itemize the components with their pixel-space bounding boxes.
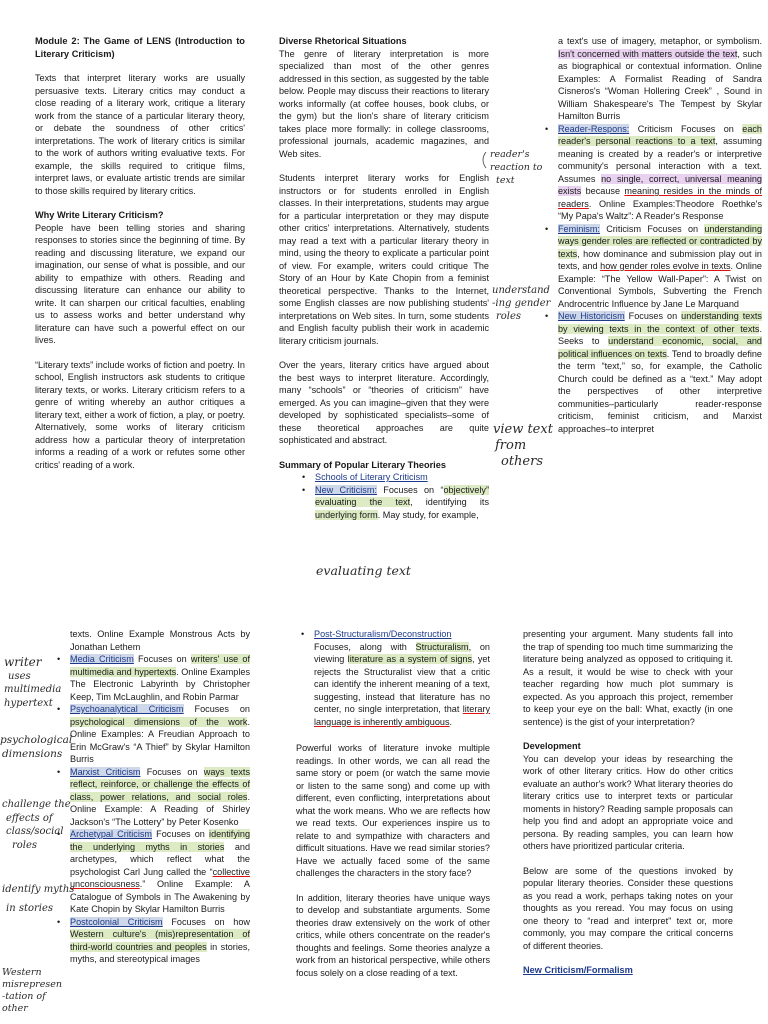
new-criticism-heading-link[interactable]: New Criticism/Formalism: [523, 965, 633, 975]
psychoanalytical-link[interactable]: Psychoanalytical Criticism: [70, 704, 184, 714]
questions-paragraph: Below are some of the questions invoked by popular literary theories. Consider these questions as you read a work, perhaps taking notes on your thoughts as you reread. You may focus on using one theory to “read and interpret” text or, more commonly, you may compare the critical concerns of different theories.: [523, 865, 733, 951]
text-span: Focuses on: [152, 829, 210, 839]
list-item: [70, 916, 250, 966]
highlight: each reader's personal reactions to a text: [558, 123, 762, 146]
highlight: Western culture's (mis)representation of third-world countries and peoples: [70, 929, 250, 952]
handwritten-note-writer-uses: [4, 656, 61, 710]
note-line: challenge the: [2, 799, 71, 810]
text-span: . May study, for example,: [377, 509, 479, 520]
new-historicism-link[interactable]: New Historicism: [558, 311, 625, 321]
text-span: . Online Examples:Theodore Roethke's “My Papa's Waltz”: A Reader's Response: [558, 198, 762, 221]
note-line: others: [501, 454, 544, 469]
column-5: [296, 628, 490, 991]
text-span: Criticism Focuses on: [599, 223, 705, 234]
note-line: hypertext: [4, 697, 53, 709]
list-item: [558, 223, 762, 311]
summary-heading: Summary of Popular Literary Theories: [279, 459, 446, 470]
theory-list-continued: [558, 123, 762, 436]
text-span: a text's use of imagery, metaphor, or symbolism.: [558, 36, 762, 46]
postcolonial-link[interactable]: Postcolonial Criticism: [70, 916, 163, 927]
column-4: [70, 628, 250, 966]
column-1: [35, 35, 245, 483]
note-line: dimensions: [2, 748, 63, 760]
text-span: , on viewing: [314, 641, 490, 664]
highlight: understand economic, social, and political influences on texts: [558, 336, 762, 359]
highlight: understanding ways gender roles are reflected or contradicted by texts: [558, 223, 762, 259]
text-span: Focuses on how: [162, 916, 250, 927]
highlight: understanding texts by viewing texts in the context of other texts: [558, 311, 762, 334]
note-line: text: [496, 175, 515, 186]
reader-response-link[interactable]: Reader-Respons:: [558, 123, 630, 134]
text-span: Focuses, along with: [314, 641, 416, 652]
text-span: , identifying its: [410, 497, 489, 507]
text-span: , such as biographical or contextual information. Online Examples: A Formalist Reading of Sandra Cisneros's “Woman Hollering Creek” , Sound in William Shakespeare's The Tempest by Skylar Hamilton Burris: [558, 48, 762, 121]
note-line: uses: [8, 670, 31, 682]
rhetorical-paragraph: The genre of literary interpretation is more specialized than most of the other genres addressed in this section, as suggested by the table below. People may discuss their reactions to literary works informally (at coffee houses, book clubs, or the gym) but the lion's share of literary criticism takes place more formally: in college classrooms, professional journals, academic magazines, and Web sites.: [279, 48, 489, 159]
highlight: ways texts reflect, reinforce, or challenge the effects of class, power relations, and social roles: [70, 766, 250, 802]
media-criticism-link[interactable]: Media Criticism: [70, 654, 134, 664]
handwritten-note-view-text: [493, 422, 553, 470]
note-line: view text: [493, 422, 553, 437]
archetypal-link[interactable]: Archetypal Criticism: [70, 829, 152, 839]
note-line: in stories: [6, 903, 54, 914]
historicism-continued: texts. Online Example Monstrous Acts by Jonathan Lethem: [70, 629, 250, 652]
text-span: Focuses on: [133, 654, 191, 664]
note-line: writer: [4, 655, 42, 669]
note-line: multimedia: [4, 684, 62, 695]
text-span: .” Online Example: A Catalogue of Symbols in The Awakening by Kate Chopin by Skylar Hamilton Burris: [70, 879, 250, 914]
highlight: Isn't concerned with matters outside the text: [558, 48, 738, 59]
theory-list-part-4: [314, 628, 490, 728]
underline-mark: literary language is inherently ambiguous: [314, 704, 490, 727]
argument-paragraph: presenting your argument. Many students fall into the trap of spending too much time summarizing the literature being analyzed as opposed to critiquing it. As a result, it would be wise to check with your teacher regarding how much plot summary is expected. As you approach this project, remember to keep your eye on the ball: What, exactly (in one sentence) is the gist of your interpretation?: [523, 629, 733, 727]
list-item: [315, 471, 489, 484]
intro-paragraph: Texts that interpret literary works are usually persuasive texts. Literary critics may conduct a close reading of a literary work, critique a literary work from the stance of a particular literary theory, or debate the soundness of other critics' interpretations. The work of literary critics is similar to the work of authors writing evaluative texts. For example, the skills required to critique films, interpret laws, or evaluate artistic trends are similar to those skills required by literary critics.: [35, 73, 245, 196]
text-span: . Online Example: “The Yellow Wall-Paper”: A Twist on Conventional Symbols, Subverting the French Androcentric Influence by Jane Le Marquand: [558, 261, 762, 309]
theories-paragraph: Over the years, literary critics have argued about the best ways to interpret literature. Accordingly, many “schools” or “theories of criticism” have emerged. As you can imagine–given that they were developed by sophisticated specialists–some of these theoretical approaches are quite sophisticated and abstract.: [279, 360, 489, 445]
note-line: other: [2, 1003, 28, 1014]
column-6: [523, 628, 733, 977]
list-item: [558, 123, 762, 223]
list-item: [70, 653, 250, 703]
note-line: class/social: [6, 826, 64, 837]
development-paragraph: You can develop your ideas by researching the work of other literary critics. How do other critics evaluate an author's work? What literary theories do literary critics use to interpret texts or particular moments in history? Reading sample proposals can help you find and adopt an appropriate voice and persona. By reading samples, you can learn how others have prioritized particular criteria.: [523, 753, 733, 851]
schools-link[interactable]: Schools of Literary Criticism: [315, 472, 428, 482]
why-write-heading: Why Write Literary Criticism?: [35, 210, 164, 220]
text-span: Focuses on: [183, 704, 250, 714]
list-item: [315, 484, 489, 522]
text-span: . Online Examples: A Freudian Approach to Erin McGraw's “A Thief” by Skylar Hamilton Burris: [70, 716, 250, 764]
text-span: Criticism Focuses on: [629, 123, 743, 134]
underline-mark: collective unconsciousness: [70, 866, 250, 889]
list-item: [314, 628, 490, 728]
underline-mark: how gender roles evolve in texts: [600, 261, 731, 271]
handwritten-note-psychological: [0, 733, 72, 761]
theory-list-part-3: [70, 653, 250, 966]
text-span: Focuses on: [140, 766, 204, 777]
note-line: misrepresen: [2, 979, 62, 990]
theories-arguments-paragraph: In addition, literary theories have unique ways to develop and substantiate arguments. Some theories draw extensively on the work of other critics, while others concentrate on the reader's thoughts and feelings. Some theories analyze a work from an historical perspective, while others focus solely on a close reading of a text.: [296, 892, 490, 978]
note-line: identify myths: [2, 884, 75, 895]
list-item: [558, 310, 762, 435]
highlight: underlying form: [315, 509, 378, 520]
highlight: Structuralism: [415, 641, 469, 652]
list-item: [70, 703, 250, 766]
note-line: from: [495, 438, 527, 453]
note-line: Western: [2, 967, 42, 978]
text-span: , yet rejects the Structuralist view that a critic can identify the inherent meaning of a text, suggesting, instead that literature has no center, no single interpretation, that: [314, 654, 490, 714]
list-item: [70, 766, 250, 829]
rhetorical-heading: Diverse Rhetorical Situations: [279, 36, 407, 46]
module-title: Module 2: The Game of LENS (Introduction to Literary Criticism): [35, 36, 245, 59]
handwritten-note-identify: [2, 880, 74, 918]
text-span: . Online Examples The Electronic Labyrinth by Christopher Keep, Tim McLaughlin, and Robin Parmar: [70, 666, 250, 702]
handwritten-note-readers-reaction: [490, 148, 542, 187]
text-span: , how dominance and submission play out in texts, and: [558, 248, 762, 271]
highlight: identifying the underlying myths in stories: [70, 829, 250, 852]
text-span: in stories, myths, and stereotypical images: [70, 941, 250, 964]
students-paragraph: Students interpret literary works for English instructors or for students enrolled in English classes. In their interpretations, students may argue for a particular interpretation or they may dispute other critics' interpretations. Alternatively, students may read a text with a particular literary theory in mind, using the theory to explicate a particular point of view. For example, writers could critique The Story of an Hour by Kate Chopin from a feminist theoretical perspective. Thanks to the Internet, some English classes are now publishing students' interpretations on Web sites. In turn, some students and English faculty publish their work in academic literary criticism journals.: [279, 173, 489, 346]
text-span: because: [581, 186, 625, 196]
highlight: psychological dimensions of the work: [70, 716, 248, 727]
theory-list: [315, 471, 489, 521]
note-line: reader's: [490, 149, 530, 160]
handwritten-note-western: [2, 967, 62, 1015]
note-line: psychological: [0, 734, 73, 746]
formalism-continued: [558, 35, 762, 123]
development-heading: Development: [523, 741, 581, 751]
note-line: reaction to: [490, 162, 543, 173]
highlight: objectively” evaluating the text: [315, 484, 489, 507]
note-line: understand: [492, 285, 550, 296]
feminism-link[interactable]: Feminism:: [558, 223, 600, 234]
note-line: roles: [496, 311, 522, 322]
why-write-paragraph: People have been telling stories and sharing responses to stories since the beginning of time. By reading and discussing literature, we expand our imagination, our sense of what is possible, and our ability to empathize with others. Reading and discussing literature can enhance our ability to write. It can sharpen our critical faculties, enabling us to assess works and better understand why literature can have such a powerful effect on our lives.: [35, 222, 245, 345]
text-span: .: [449, 716, 453, 727]
text-span: . Online Example: A Reading of Shirley Jackson's “The Lottery” by Peter Kosenko: [70, 791, 250, 827]
highlight: no single, correct, universal meaning exists: [558, 173, 762, 196]
note-line: effects of: [6, 812, 53, 824]
text-span: Focuses on: [624, 311, 682, 321]
handwritten-note-evaluating: evaluating text: [316, 563, 411, 578]
handwritten-note-challenge: [2, 798, 71, 852]
text-span: and archetypes, which reflect what the psychologist Carl Jung called the “: [70, 841, 250, 877]
column-3: [558, 35, 762, 435]
note-line: -ing gender: [492, 298, 551, 309]
highlight: literature as a system of signs: [347, 654, 472, 664]
marxist-link[interactable]: Marxist Criticism: [70, 766, 141, 777]
column-2: [279, 35, 489, 521]
handwritten-note-gender: [492, 284, 550, 323]
note-line: roles: [12, 839, 38, 851]
highlight: writers' use of multimedia and hypertexts: [70, 654, 250, 677]
post-structuralism-link[interactable]: Post-Structuralism/Deconstruction: [314, 629, 452, 639]
note-line: -tation of: [2, 991, 46, 1002]
multiple-readings-paragraph: Powerful works of literature invoke multiple readings. In other words, we can all read the same story or poem (or watch the same movie or listen to the same song) and come up with different, even conflicting, interpretations about what the work means. Who we are reflects how we read texts. Our experiences inspire us to relate to and sympathize with characters and difficult situations. Have we read similar stories? Have we actually faced some of the same challenges the characters in the story face?: [296, 743, 490, 878]
text-span: , assuming meaning is created by a reader's or interpretive community's personal interaction with a text. Assumes: [558, 136, 762, 184]
literary-texts-paragraph: “Literary texts” include works of fiction and poetry. In school, English instructors ask students to critique literary texts, or works. Literary criticism refers to a genre of writing whereby an author critiques a literary text, either a work of fiction, a play, or poetry. Alternatively, some works of literary criticism address how a particular theory of interpretation informs a reading of a work or refutes some other critics' reading of a work.: [35, 359, 245, 470]
underline-mark: meaning resides in the minds of readers: [558, 186, 762, 209]
list-item: [70, 828, 250, 916]
text-span: . Seeks to: [558, 323, 762, 346]
text-span: . Tend to broadly define the term “text,” so, for example, the Catholic Church could be defined as a “text.” May adopt the perspectives of other interpretive communities–particularly reader-response criticism, feminist criticism, and Marxist approaches–to interpret: [558, 348, 762, 434]
text-span: Focuses on “: [376, 484, 444, 495]
new-criticism-link[interactable]: New Criticism:: [315, 484, 377, 495]
